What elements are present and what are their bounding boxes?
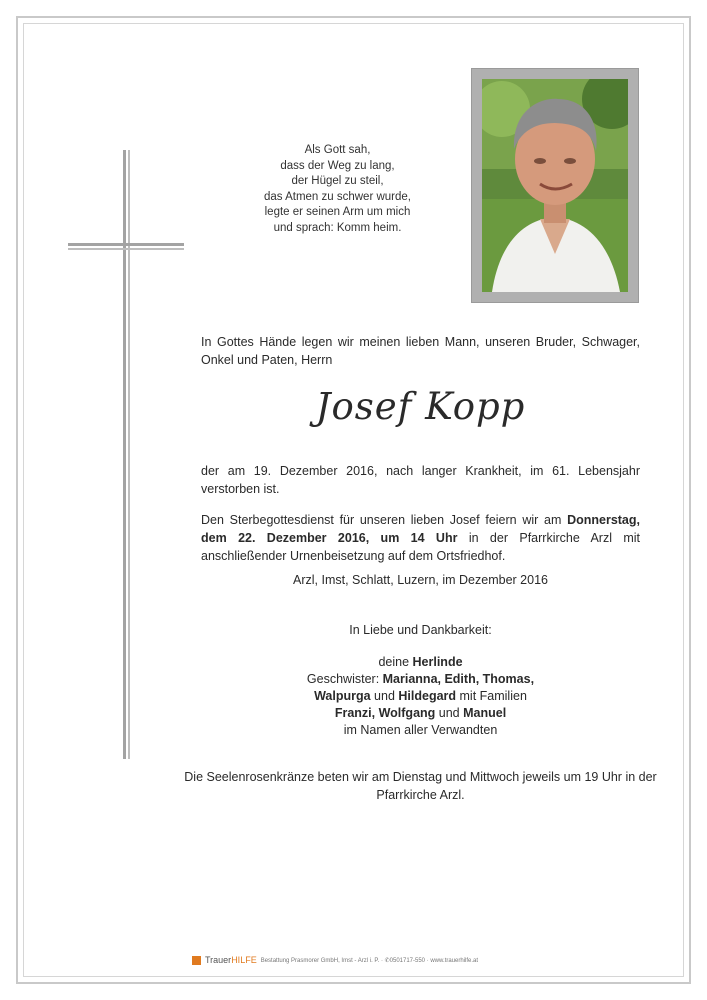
logo-text-a: Trauer — [205, 955, 232, 965]
mourners-line — [201, 688, 640, 705]
logo-icon — [192, 956, 201, 965]
mourners-list — [201, 654, 640, 739]
footer-text: Bestattung Prasmorer GmbH, Imst - Arzl i. P. · ✆0501717-550 · www.trauerhilfe.at — [260, 957, 479, 964]
logo — [205, 955, 257, 965]
thanks-text: In Liebe und Dankbarkeit: — [349, 623, 492, 637]
service-text — [201, 511, 640, 565]
service-text-part1: Den Sterbegottesdienst für unseren lieben Josef feiern wir am — [201, 513, 568, 527]
death-text: der am 19. Dezember 2016, nach langer Krankheit, im 61. Lebensjahr verstorben ist. — [201, 464, 640, 496]
logo-text-b: HILFE — [231, 955, 257, 965]
mourner-name: Herlinde — [412, 655, 463, 669]
poem-line: und sprach: Komm heim. — [273, 221, 402, 234]
mourners-line: im Namen aller Verwandten — [343, 723, 498, 737]
portrait-image — [482, 79, 628, 292]
mourners-line — [201, 671, 640, 688]
deceased-name: Josef Kopp — [315, 385, 526, 428]
mourner-name: Franzi, Wolfgang — [334, 706, 436, 720]
poem-line: dass der Weg zu lang, — [280, 159, 395, 172]
mourners-line — [201, 654, 640, 671]
mourners-text: mit Familien — [456, 689, 527, 703]
mourner-name: Marianna, Edith, Thomas, — [382, 672, 535, 686]
service-text-part2: in der Pfarrkirche Arzl mit anschließender Urnenbeisetzung auf dem Ortsfriedhof. — [201, 531, 641, 563]
poem-line: der Hügel zu steil, — [291, 175, 384, 187]
mourners-text: deine — [378, 655, 413, 669]
rosary-notice: Die Seelenrosenkränze beten wir am Dienstag und Mittwoch jeweils um 19 Uhr in der Pfarrkirche Arzl. — [184, 770, 657, 802]
footer — [192, 955, 478, 965]
poem-line: Als Gott sah, — [304, 144, 371, 156]
mourner-name: Hildegard — [398, 689, 457, 703]
place-date: Arzl, Imst, Schlatt, Luzern, im Dezember 2016 — [293, 573, 548, 587]
mourners-text: und — [370, 689, 399, 703]
mourner-name: Walpurga — [314, 689, 371, 703]
poem — [240, 143, 435, 236]
poem-line: legte er seinen Arm um mich — [264, 206, 411, 218]
intro-text: In Gottes Hände legen wir meinen lieben Mann, unseren Bruder, Schwager, Onkel und Paten, Herrn — [201, 335, 640, 367]
service-date: Donnerstag, dem 22. Dezember 2016, um 14 Uhr — [201, 513, 640, 545]
mourners-text: und — [435, 706, 464, 720]
mourners-line — [201, 705, 640, 722]
mourners-text: Geschwister: — [306, 672, 383, 686]
mourner-name: Manuel — [463, 706, 507, 720]
poem-line: das Atmen zu schwer wurde, — [263, 190, 411, 203]
portrait-photo — [471, 68, 639, 303]
